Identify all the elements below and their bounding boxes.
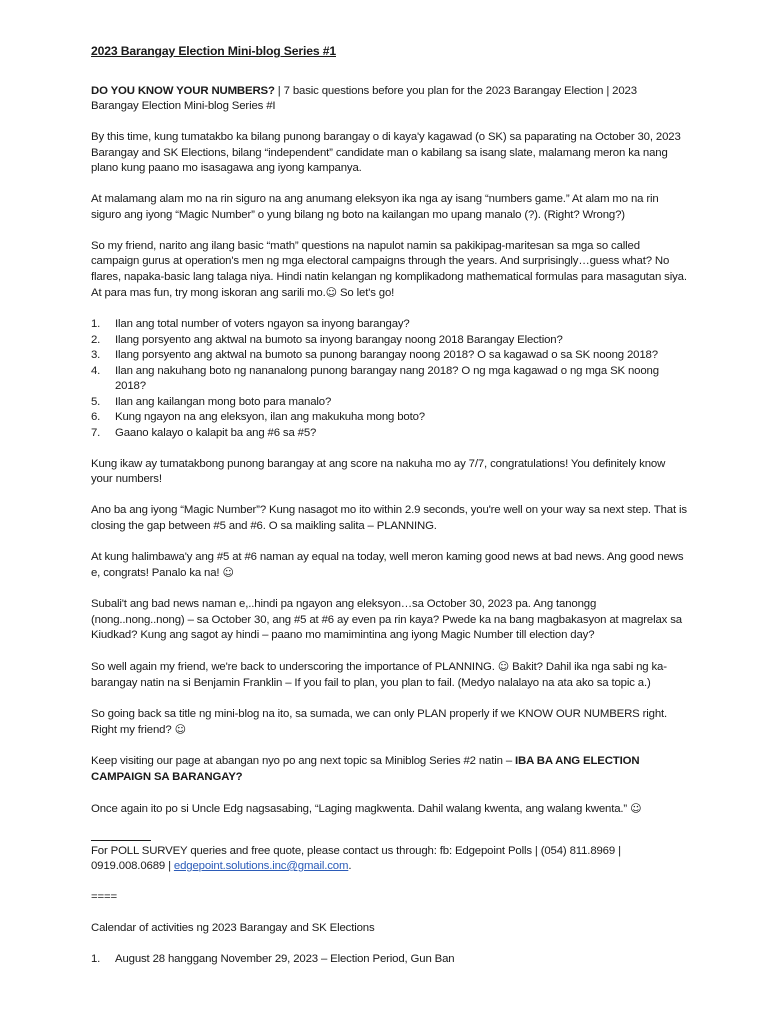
paragraph-10-text: Keep visiting our page at abangan nyo po ang next topic sa Miniblog Series #2 natin – [91, 755, 516, 767]
separator-text: ==== [91, 891, 118, 903]
list-item [91, 364, 687, 395]
paragraph-11 [91, 801, 687, 818]
paragraph-8 [91, 659, 687, 691]
list-text: Ilang porsyento ang aktwal na bumoto sa inyong barangay noong 2018 Barangay Election? [115, 333, 563, 346]
list-text: Ilan ang kailangan mong boto para manalo? [115, 395, 332, 408]
paragraph-6-text: At kung halimbawa'y ang #5 at #6 naman ay equal na today, well meron kaming good news at bad news. Ang good news e, congrats! Panalo ka na! [91, 550, 684, 579]
list-number: 1. [91, 318, 101, 330]
list-item [91, 395, 687, 411]
list-item [91, 426, 687, 442]
list-number: 2. [91, 333, 101, 346]
intro-paragraph [91, 84, 687, 115]
smiley-icon: ☺ [325, 286, 337, 299]
paragraph-10 [91, 754, 687, 785]
list-text: Ilan ang total number of voters ngayon sa inyong barangay? [115, 318, 410, 330]
list-item [91, 410, 687, 426]
calendar-title: Calendar of activities ng 2023 Barangay and SK Elections [91, 922, 375, 934]
smiley-icon: ☺ [222, 566, 234, 579]
list-number: 4. [91, 364, 101, 377]
paragraph-8-end: Bakit? Dahil ika nga sabi ng ka-barangay natin na si Benjamin Franklin – If you fail to plan, you plan to fail. (Medyo nalalayo na ata ako sa topic a.) [91, 661, 667, 689]
list-item [91, 317, 687, 333]
contact-end: . [348, 860, 352, 872]
list-item [91, 952, 687, 968]
list-text: August 28 hanggang November 29, 2023 – Election Period, Gun Ban [115, 953, 455, 965]
smiley-icon: ☺ [497, 660, 510, 673]
questions-list [91, 317, 687, 441]
list-number: 3. [91, 349, 101, 361]
list-text: Ilang porsyento ang aktwal na bumoto sa punong barangay noong 2018? O sa kagawad o sa SK noong 2018? [115, 349, 658, 361]
next-topic-heading: IBA BA ANG ELECTION CAMPAIGN SA BARANGAY? [91, 755, 640, 783]
doc-title: 2023 Barangay Election Mini-blog Series #1 [91, 44, 336, 58]
paragraph-5: Ano ba ang iyong “Magic Number”? Kung nasagot mo ito within 2.9 seconds, you're well on your way sa next step. That is closing the gap between #5 and #6. O sa maikling salita – PLANNING. [91, 504, 687, 532]
list-text: Kung ngayon na ang eleksyon, ilan ang makukuha mong boto? [115, 411, 425, 423]
document-page [91, 44, 687, 983]
paragraph-7: Subali't ang bad news naman e,..hindi pa ngayon ang eleksyon…sa October 30, 2023 pa. Ang tanongg (nong..nong..nong) – sa October 30, ang #5 at #6 ay even pa rin kaya? Pwede ka na bang magbakasyon at magrelax sa Kiudkad? Kung ang sagot ay hindi – paano mo mamimintina ang iyong Magic Number till election day? [91, 598, 682, 641]
intro-heading: DO YOU KNOW YOUR NUMBERS? [91, 84, 275, 97]
paragraph-8-text: So well again my friend, we're back to underscoring the importance of PLANNING. [91, 661, 495, 673]
contact-text: For POLL SURVEY queries and free quote, please contact us through: fb: Edgepoint Polls | (054) 811.8969 | 0919.008.0689 | [91, 844, 621, 872]
list-number: 5. [91, 395, 101, 408]
list-text: Ilan ang nakuhang boto ng nananalong punong barangay nang 2018? O ng mga kagawad o ng mga SK noong 2018? [115, 364, 659, 392]
list-text: Gaano kalayo o kalapit ba ang #6 sa #5? [115, 426, 317, 439]
intro-text: | 7 basic questions before you plan for the 2023 Barangay Election | 2023 Barangay Election Mini-blog Series #I [91, 84, 637, 112]
smiley-icon: ☺ [630, 801, 642, 815]
paragraph-11-text: Once again ito po si Uncle Edg nagsasabing, “Laging magkwenta. Dahil walang kwenta, ang walang kwenta.” [91, 802, 628, 815]
divider-line [91, 833, 151, 841]
calendar-list [91, 952, 687, 968]
paragraph-3-text: So my friend, narito ang ilang basic “math” questions na napulot namin sa pakikipag-maritesan sa mga so called campaign gurus at operation's men ng mga electoral campaigns through the years. And surprisingly…guess what? No flares, napaka-basic lang talaga niya. Hindi natin kelangan ng komplikadong mathematical formulas para masagutan siya. At para mas fun, try mong iskoran ang sarili mo. [91, 239, 687, 299]
list-item [91, 333, 687, 349]
paragraph-2: At malamang alam mo na rin siguro na ang anumang eleksyon ika nga ay isang “numbers game.” At alam mo na rin siguro ang iyong “Magic Number” o yung bilang ng boto na kailangan mo upang manalo (?). (Right? Wrong?) [91, 193, 659, 221]
list-number: 7. [91, 426, 101, 439]
email-link[interactable]: edgepoint.solutions.inc@gmail.com [173, 860, 349, 872]
paragraph-9-text: So going back sa title ng mini-blog na ito, sa sumada, we can only PLAN properly if we KNOW OUR NUMBERS right. Right my friend? [91, 707, 668, 736]
paragraph-4: Kung ikaw ay tumatakbong punong barangay at ang score na nakuha mo ay 7/7, congratulations! You definitely know your numbers! [91, 457, 666, 485]
smiley-icon: ☺ [174, 723, 186, 736]
contact-paragraph [91, 844, 687, 875]
list-number: 1. [91, 953, 101, 965]
paragraph-9 [91, 707, 687, 739]
paragraph-6 [91, 550, 687, 582]
paragraph-3 [91, 239, 687, 302]
list-number: 6. [91, 411, 101, 423]
paragraph-3-end: So let's go! [336, 287, 395, 299]
list-item [91, 348, 687, 364]
paragraph-1: By this time, kung tumatakbo ka bilang punong barangay o di kaya'y kagawad (o SK) sa paparating na October 30, 2023 Barangay and SK Elections, bilang “independent” candidate man o kabilang sa isang slate, malamang meron ka nang plano kung paano mo isasagawa ang iyong kampanya. [91, 131, 681, 174]
